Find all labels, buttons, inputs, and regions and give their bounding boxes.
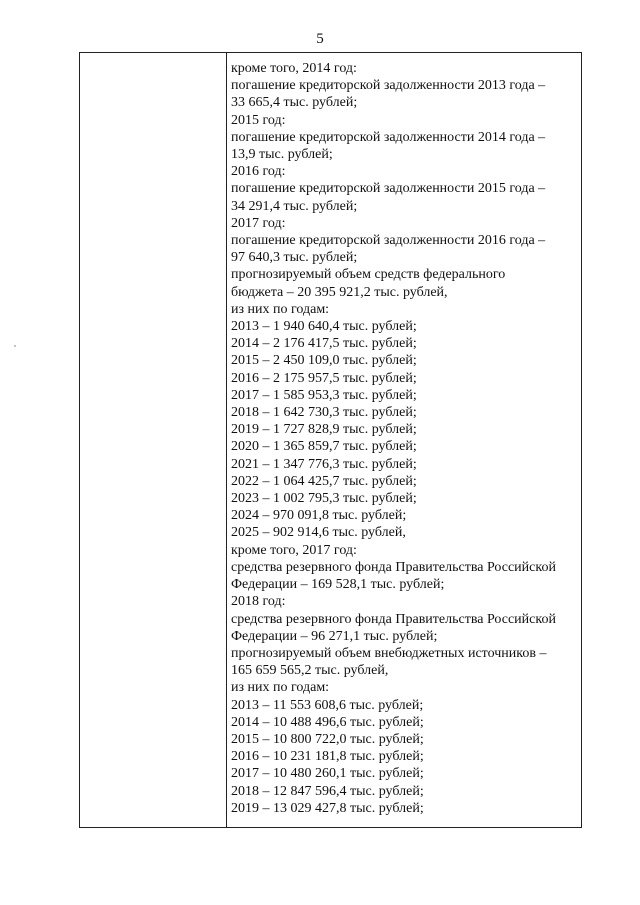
table-text-line: прогнозируемый объем средств федерального xyxy=(231,267,506,283)
table-text-line: 2018 год: xyxy=(231,594,286,610)
table-text-line: из них по годам: xyxy=(231,680,330,696)
table-text-line: 2017 – 10 480 260,1 тыс. рублей; xyxy=(231,766,424,782)
table-text-line: Федерации – 96 271,1 тыс. рублей; xyxy=(231,628,438,644)
table-text-line: 2015 – 2 450 109,0 тыс. рублей; xyxy=(231,353,417,369)
table-text-line: из них по годам: xyxy=(231,301,330,317)
page-number: 5 xyxy=(316,31,324,47)
table-text-line: 2021 – 1 347 776,3 тыс. рублей; xyxy=(231,456,417,472)
table-text-line: погашение кредиторской задолженности 2015 года – xyxy=(231,181,546,197)
table-text-line: 2018 – 12 847 596,4 тыс. рублей; xyxy=(231,783,424,799)
table-text-line: погашение кредиторской задолженности 2013 года – xyxy=(231,78,546,94)
table-text-line: 2016 – 2 175 957,5 тыс. рублей; xyxy=(231,370,417,386)
table-text-line: 2017 – 1 585 953,3 тыс. рублей; xyxy=(231,387,417,403)
funding-table xyxy=(79,52,582,828)
table-text-line: погашение кредиторской задолженности 2016 года – xyxy=(231,233,546,249)
table-text-line: 2013 – 1 940 640,4 тыс. рублей; xyxy=(231,319,417,335)
table-text-line: 2014 – 2 176 417,5 тыс. рублей; xyxy=(231,336,417,352)
table-right-cell xyxy=(227,53,581,827)
table-text-line: 2023 – 1 002 795,3 тыс. рублей; xyxy=(231,491,417,507)
table-left-cell xyxy=(80,53,227,827)
table-text-line: 2020 – 1 365 859,7 тыс. рублей; xyxy=(231,439,417,455)
table-text-line: 2024 – 970 091,8 тыс. рублей; xyxy=(231,508,407,524)
table-text-line: погашение кредиторской задолженности 2014 года – xyxy=(231,129,546,145)
table-text-line: 34 291,4 тыс. рублей; xyxy=(231,198,358,214)
table-text-line: средства резервного фонда Правительства Российской xyxy=(231,559,556,575)
table-text-line: 2014 – 10 488 496,6 тыс. рублей; xyxy=(231,714,424,730)
table-text-line: 2016 год: xyxy=(231,164,286,180)
table-text-line: 2022 – 1 064 425,7 тыс. рублей; xyxy=(231,473,417,489)
table-text-line: 2018 – 1 642 730,3 тыс. рублей; xyxy=(231,405,417,421)
margin-speck xyxy=(14,345,16,347)
table-text-line: 97 640,3 тыс. рублей; xyxy=(231,250,358,266)
table-text-line: 2019 – 1 727 828,9 тыс. рублей; xyxy=(231,422,417,438)
table-text-line: Федерации – 169 528,1 тыс. рублей; xyxy=(231,577,445,593)
table-text-line: 2015 – 10 800 722,0 тыс. рублей; xyxy=(231,731,424,747)
table-text-line: кроме того, 2017 год: xyxy=(231,542,357,558)
table-text-line: бюджета – 20 395 921,2 тыс. рублей, xyxy=(231,284,448,300)
table-text-line: 2015 год: xyxy=(231,112,286,128)
table-text-line: 2016 – 10 231 181,8 тыс. рублей; xyxy=(231,749,424,765)
table-text-line: 165 659 565,2 тыс. рублей, xyxy=(231,663,389,679)
table-text-line: кроме того, 2014 год: xyxy=(231,61,357,76)
table-text-line: 2013 – 11 553 608,6 тыс. рублей; xyxy=(231,697,424,713)
table-text-line: средства резервного фонда Правительства Российской xyxy=(231,611,556,627)
table-text-line: 13,9 тыс. рублей; xyxy=(231,147,333,163)
table-text-line: 2019 – 13 029 427,8 тыс. рублей; xyxy=(231,800,424,816)
table-text-line: 33 665,4 тыс. рублей; xyxy=(231,95,358,111)
table-text-line: прогнозируемый объем внебюджетных источников – xyxy=(231,645,547,661)
table-text-line: 2025 – 902 914,6 тыс. рублей, xyxy=(231,525,406,541)
table-text-line: 2017 год: xyxy=(231,215,286,231)
